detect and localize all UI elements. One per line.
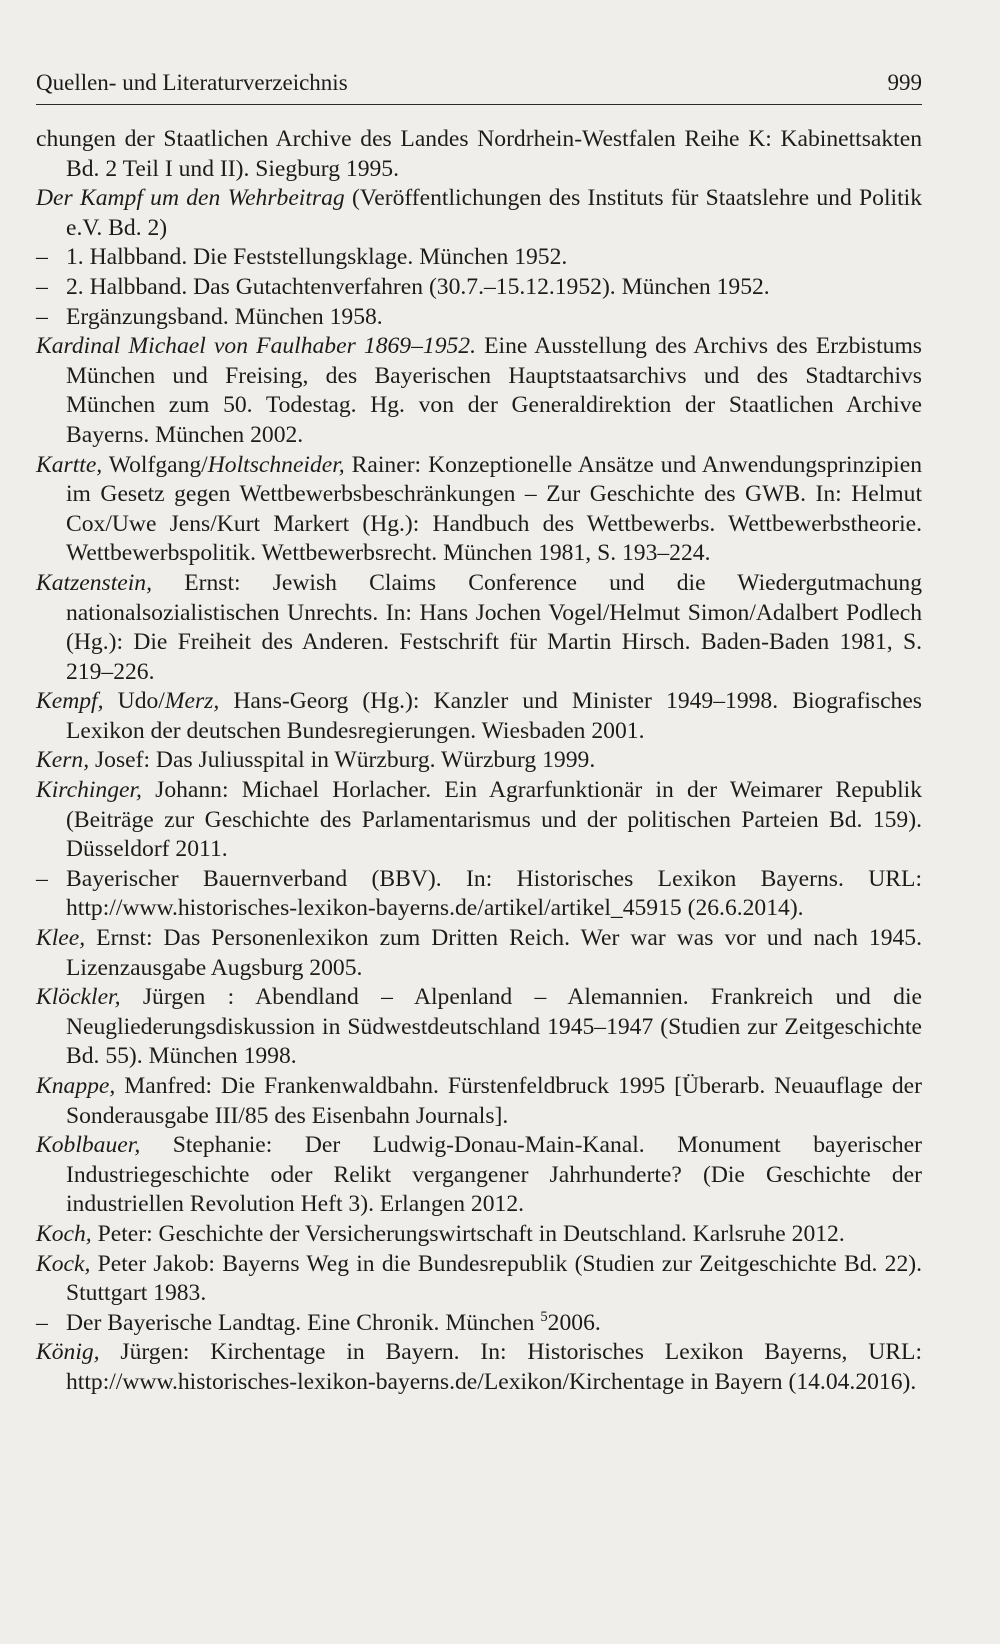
entry-author: Klee,	[36, 925, 86, 952]
bibliography-subentry: – Bayerischer Bauernverband (BBV). In: Historisches Lexikon Bayerns. URL: http://www.historisches-lexikon-bayerns.de/artikel/artikel_45915 (26.6.2014).	[36, 865, 922, 922]
bibliography	[36, 125, 922, 1398]
entry-author: Kempf,	[36, 688, 104, 715]
entry-author: Der Kampf um den Wehrbeitrag	[36, 185, 345, 212]
bibliography-entry: Katzenstein, Ernst: Jewish Claims Conference und die Wiedergutmachung nationalsozialistischen Unrechts. In: Hans Jochen Vogel/Helmut Simon/Adalbert Podlech (Hg.): Die Freiheit des Anderen. Festschrift für Martin Hirsch. Baden-Baden 1981, S. 219–226.	[36, 569, 922, 685]
bibliography-entry: Kirchinger, Johann: Michael Horlacher. Ein Agrarfunktionär in der Weimarer Republik (Beiträge zur Geschichte des Parlamentarismus und der politischen Parteien Bd. 159). Düsseldorf 2011.	[36, 777, 922, 863]
entry-author: König,	[36, 1339, 100, 1366]
entry-author: Knappe,	[36, 1073, 116, 1099]
bibliography-entry: Kern, Josef: Das Juliusspital in Würzburg. Würzburg 1999.	[36, 747, 596, 774]
entry-author: Kardinal Michael von Faulhaber 1869–1952.	[36, 333, 476, 360]
entry-author: Katzenstein,	[36, 569, 152, 596]
bibliography-entry: König, Jürgen: Kirchentage in Bayern. In: Historisches Lexikon Bayerns, URL: http://www.historisches-lexikon-bayerns.de/Lexikon/Kirchentage in Bayern (14.04.2016).	[36, 1339, 922, 1395]
bibliography-entry: Kartte, Wolfgang/Holtschneider, Rainer: Konzeptionelle Ansätze und Anwendungsprinzipien im Gesetz gegen Wettbewerbsbeschränkungen – Zur Geschichte des GWB. In: Helmut Cox/Uwe Jens/Kurt Markert (Hg.): Handbuch des Wettbewerbs. Wettbewerbstheorie. Wettbewerbspolitik. Wettbewerbsrecht. München 1981, S. 193–224.	[36, 451, 923, 567]
entry-author: Koblbauer,	[36, 1132, 141, 1159]
bibliography-subentry: – 2. Halbband. Das Gutachtenverfahren (30.7.–15.12.1952). München 1952.	[36, 273, 770, 300]
bibliography-subentry: – Der Bayerische Landtag. Eine Chronik. München $^5$2006.	[36, 1308, 601, 1336]
bibliography-entry: Koblbauer, Stephanie: Der Ludwig-Donau-Main-Kanal. Monument bayerischer Industriegeschichte oder Relikt vergangener Jahrhunderte? (Die Geschichte der industriellen Revolution Heft 3). Erlangen 2012.	[36, 1132, 922, 1218]
entry-author: Kock,	[36, 1250, 91, 1277]
bibliography-subentry: – 1. Halbband. Die Feststellungsklage. München 1952.	[36, 244, 568, 271]
bibliography-subentry: – Ergänzungsband. München 1958.	[36, 303, 383, 330]
entry-author: Klöckler,	[36, 984, 121, 1011]
bibliography-entry: Kempf, Udo/Merz, Hans-Georg (Hg.): Kanzler und Minister 1949–1998. Biografisches Lexikon der deutschen Bundesregierungen. Wiesbaden 2001.	[36, 688, 922, 744]
bibliography-entry: Klöckler, Jürgen : Abendland – Alpenland – Alemannien. Frankreich und die Neugliederungsdiskussion in Südwestdeutschland 1945–1947 (Studien zur Zeitgeschichte Bd. 55). München 1998.	[36, 984, 922, 1070]
bibliography-entry: Knappe, Manfred: Die Frankenwaldbahn. Fürstenfeldbruck 1995 [Überarb. Neuauflage der Sonderausgabe III/85 des Eisenbahn Journals].	[36, 1073, 922, 1129]
running-header	[36, 70, 922, 105]
bibliography-entry: Klee, Ernst: Das Personenlexikon zum Dritten Reich. Wer war was vor und nach 1945. Lizenzausgabe Augsburg 2005.	[36, 925, 922, 981]
page-number: 999	[887, 70, 922, 95]
edition-superscript: 5	[540, 1308, 548, 1325]
entry-author: Kern,	[36, 747, 90, 774]
header-title: Quellen- und Literaturverzeichnis	[36, 70, 348, 95]
entry-author: Koch,	[36, 1220, 92, 1247]
entry-author: Kartte,	[36, 451, 103, 478]
bibliography-entry: Der Kampf um den Wehrbeitrag (Veröffentlichungen des Instituts für Staatslehre und Politik e.V. Bd. 2)	[36, 185, 922, 241]
entry-author: Holtschneider,	[207, 451, 345, 478]
bibliography-entry: Kardinal Michael von Faulhaber 1869–1952. Eine Ausstellung des Archivs des Erzbistums München und Freising, des Bayerischen Hauptstaatsarchivs und des Stadtarchivs München zum 50. Todestag. Hg. von der Generaldirektion der Staatlichen Archive Bayerns. München 2002.	[36, 333, 922, 448]
entry-author: Kirchinger,	[36, 777, 142, 804]
bibliography-entry: chungen der Staatlichen Archive des Landes Nordrhein-Westfalen Reihe K: Kabinettsakten Bd. 2 Teil I und II). Siegburg 1995.	[36, 126, 922, 182]
bibliography-entry: Kock, Peter Jakob: Bayerns Weg in die Bundesrepublik (Studien zur Zeitgeschichte Bd. 22). Stuttgart 1983.	[36, 1250, 922, 1307]
entry-author: Merz,	[164, 688, 220, 715]
bibliography-entry: Koch, Peter: Geschichte der Versicherungswirtschaft in Deutschland. Karlsruhe 2012.	[36, 1220, 845, 1247]
